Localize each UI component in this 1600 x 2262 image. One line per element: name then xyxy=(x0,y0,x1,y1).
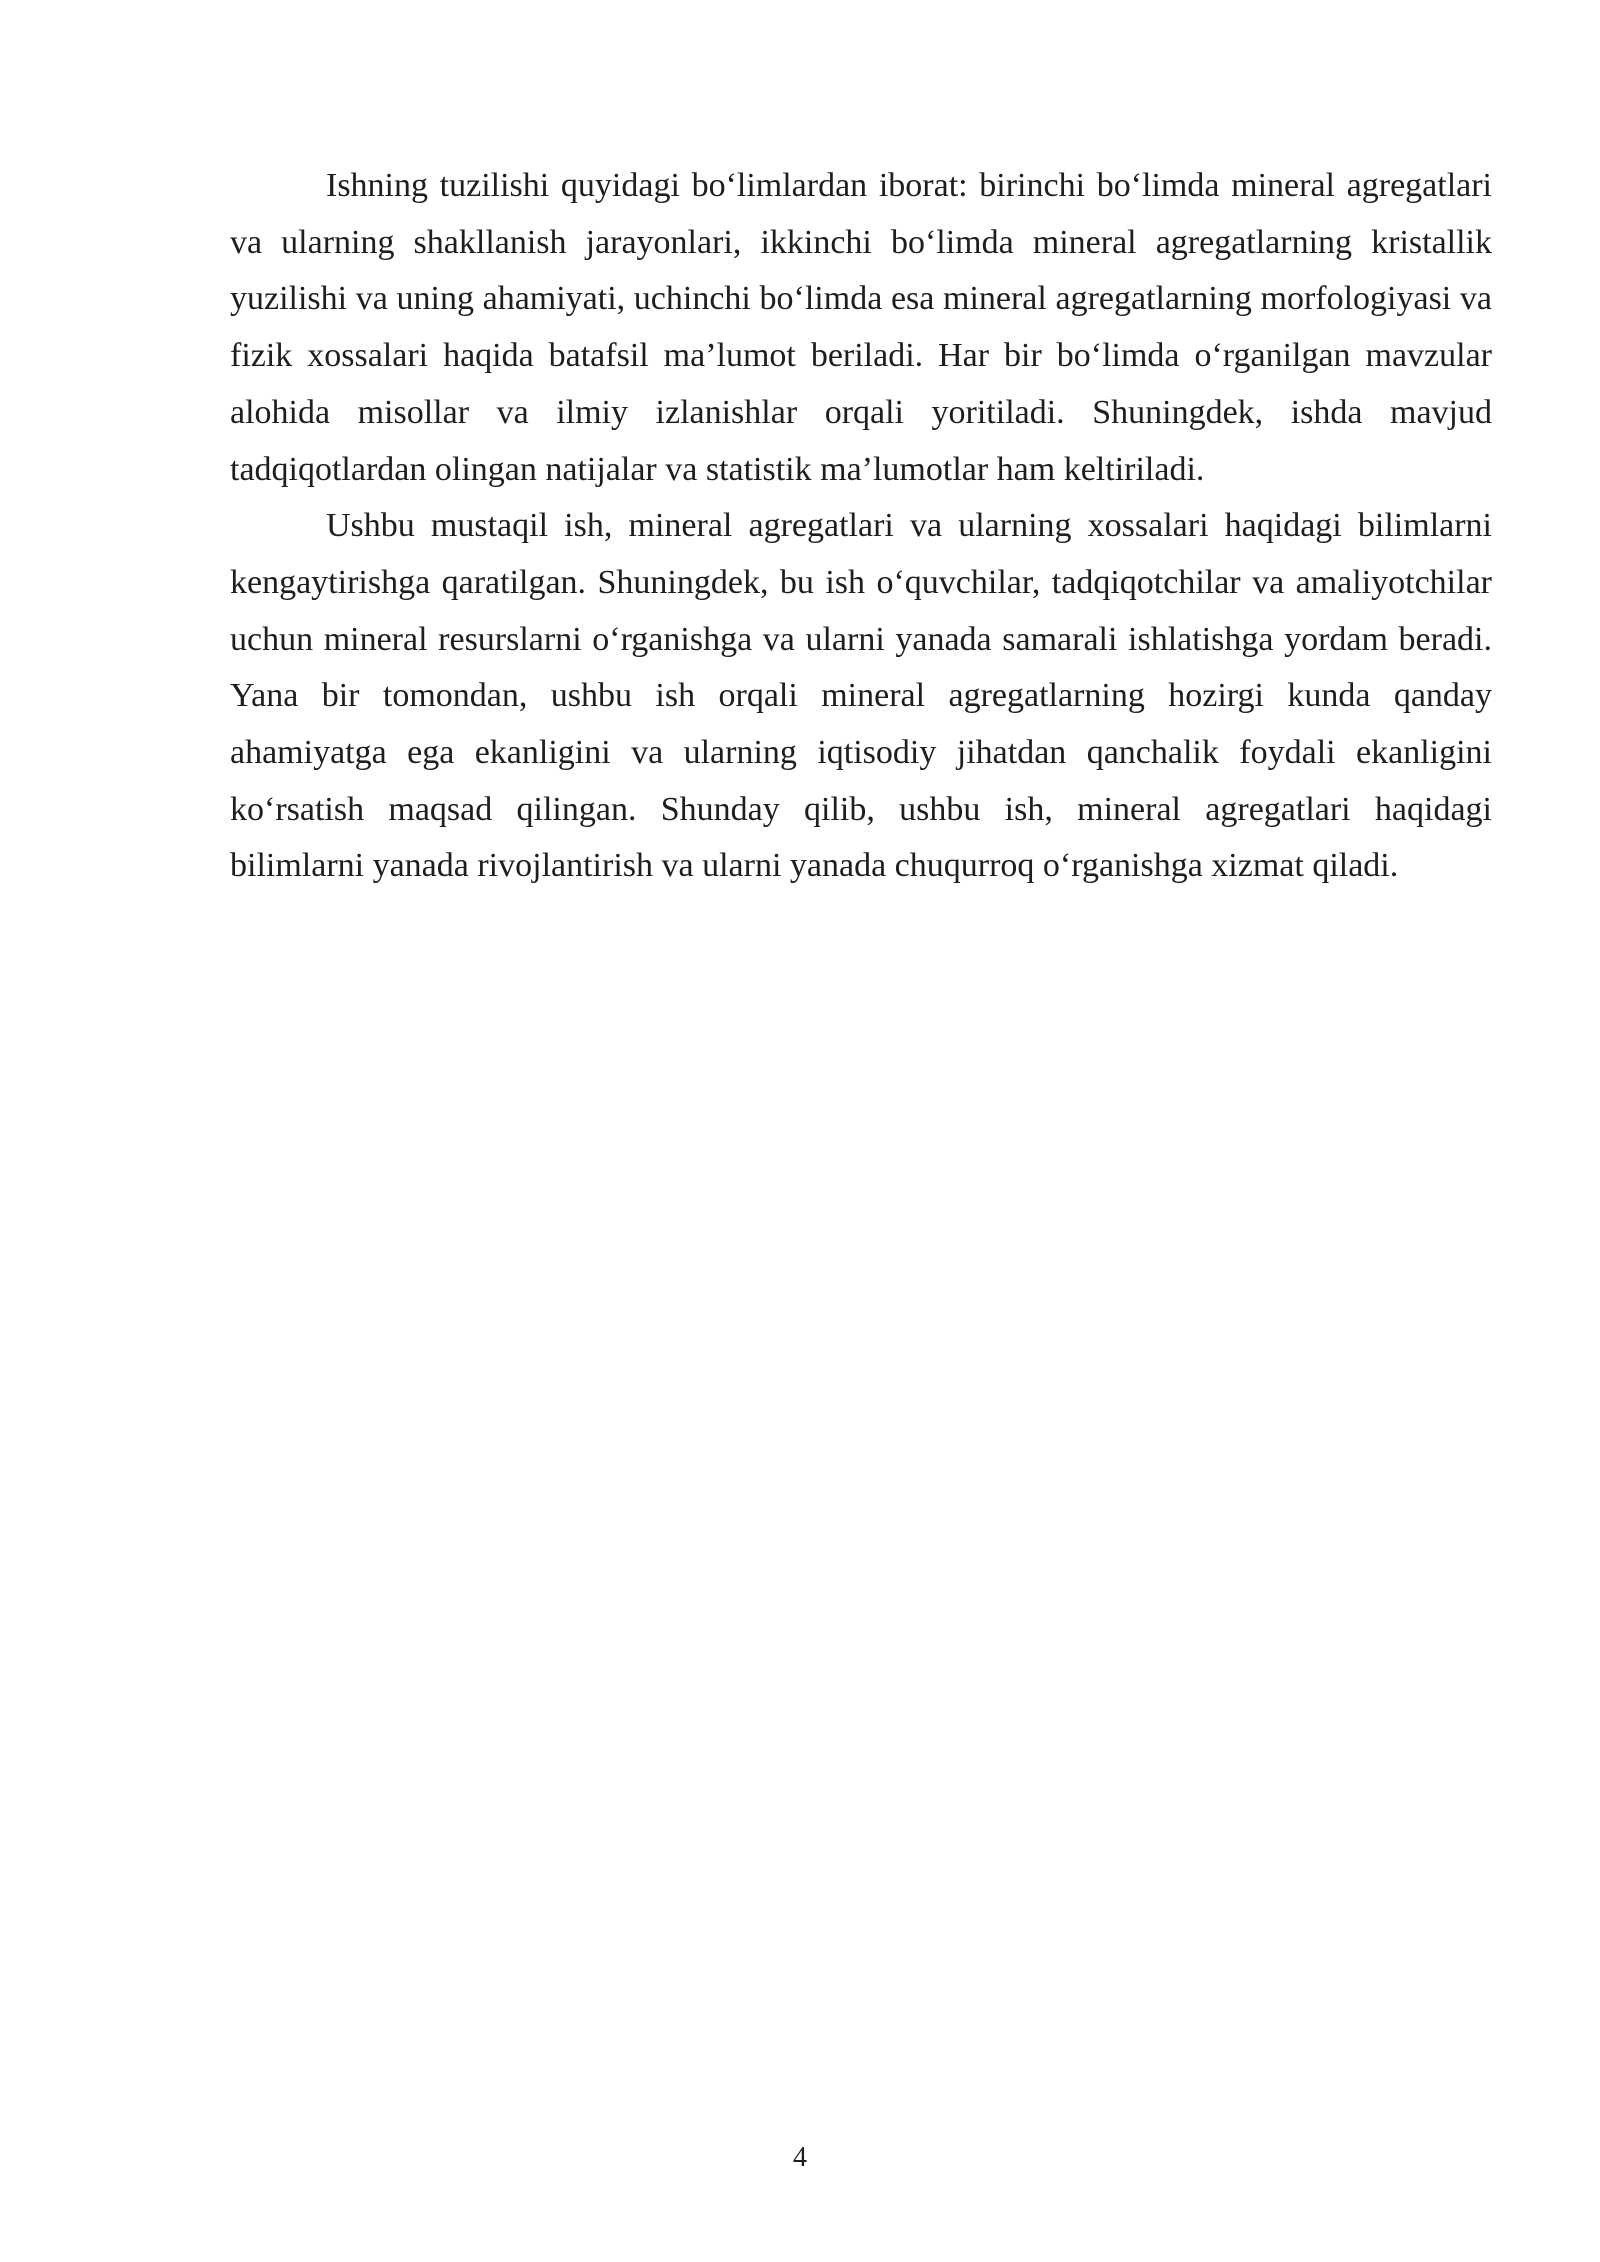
document-body xyxy=(230,158,1492,895)
paragraph-purpose: Ushbu mustaqil ish, mineral agregatlari va ularning xossalari haqidagi bilimlarni kengaytirishga qaratilgan. Shuningdek, bu ish o‘quvchilar, tadqiqotchilar va amaliyotchilar uchun mineral resurslarni o‘rganishga va ularni yanada samarali ishlatishga yordam beradi. Yana bir tomondan, ushbu ish orqali mineral agregatlarning hozirgi kunda qanday ahamiyatga ega ekanligini va ularning iqtisodiy jihatdan qanchalik foydali ekanligini ko‘rsatish maqsad qilingan. Shunday qilib, ushbu ish, mineral agregatlari haqidagi bilimlarni yanada rivojlantirish va ularni yanada chuqurroq o‘rganishga xizmat qiladi. xyxy=(230,507,1492,885)
paragraph-structure: Ishning tuzilishi quyidagi bo‘limlardan iborat: birinchi bo‘limda mineral agregatlari va ularning shakllanish jarayonlari, ikkinchi bo‘limda mineral agregatlarning kristallik yuzilishi va uning ahamiyati, uchinchi bo‘limda esa mineral agregatlarning morfologiyasi va fizik xossalari haqida batafsil ma’lumot beriladi. Har bir bo‘limda o‘rganilgan mavzular alohida misollar va ilmiy izlanishlar orqali yoritiladi. Shuningdek, ishda mavjud tadqiqotlardan olingan natijalar va statistik ma’lumotlar ham keltiriladi. xyxy=(230,167,1492,488)
page-number: 4 xyxy=(793,2142,807,2173)
